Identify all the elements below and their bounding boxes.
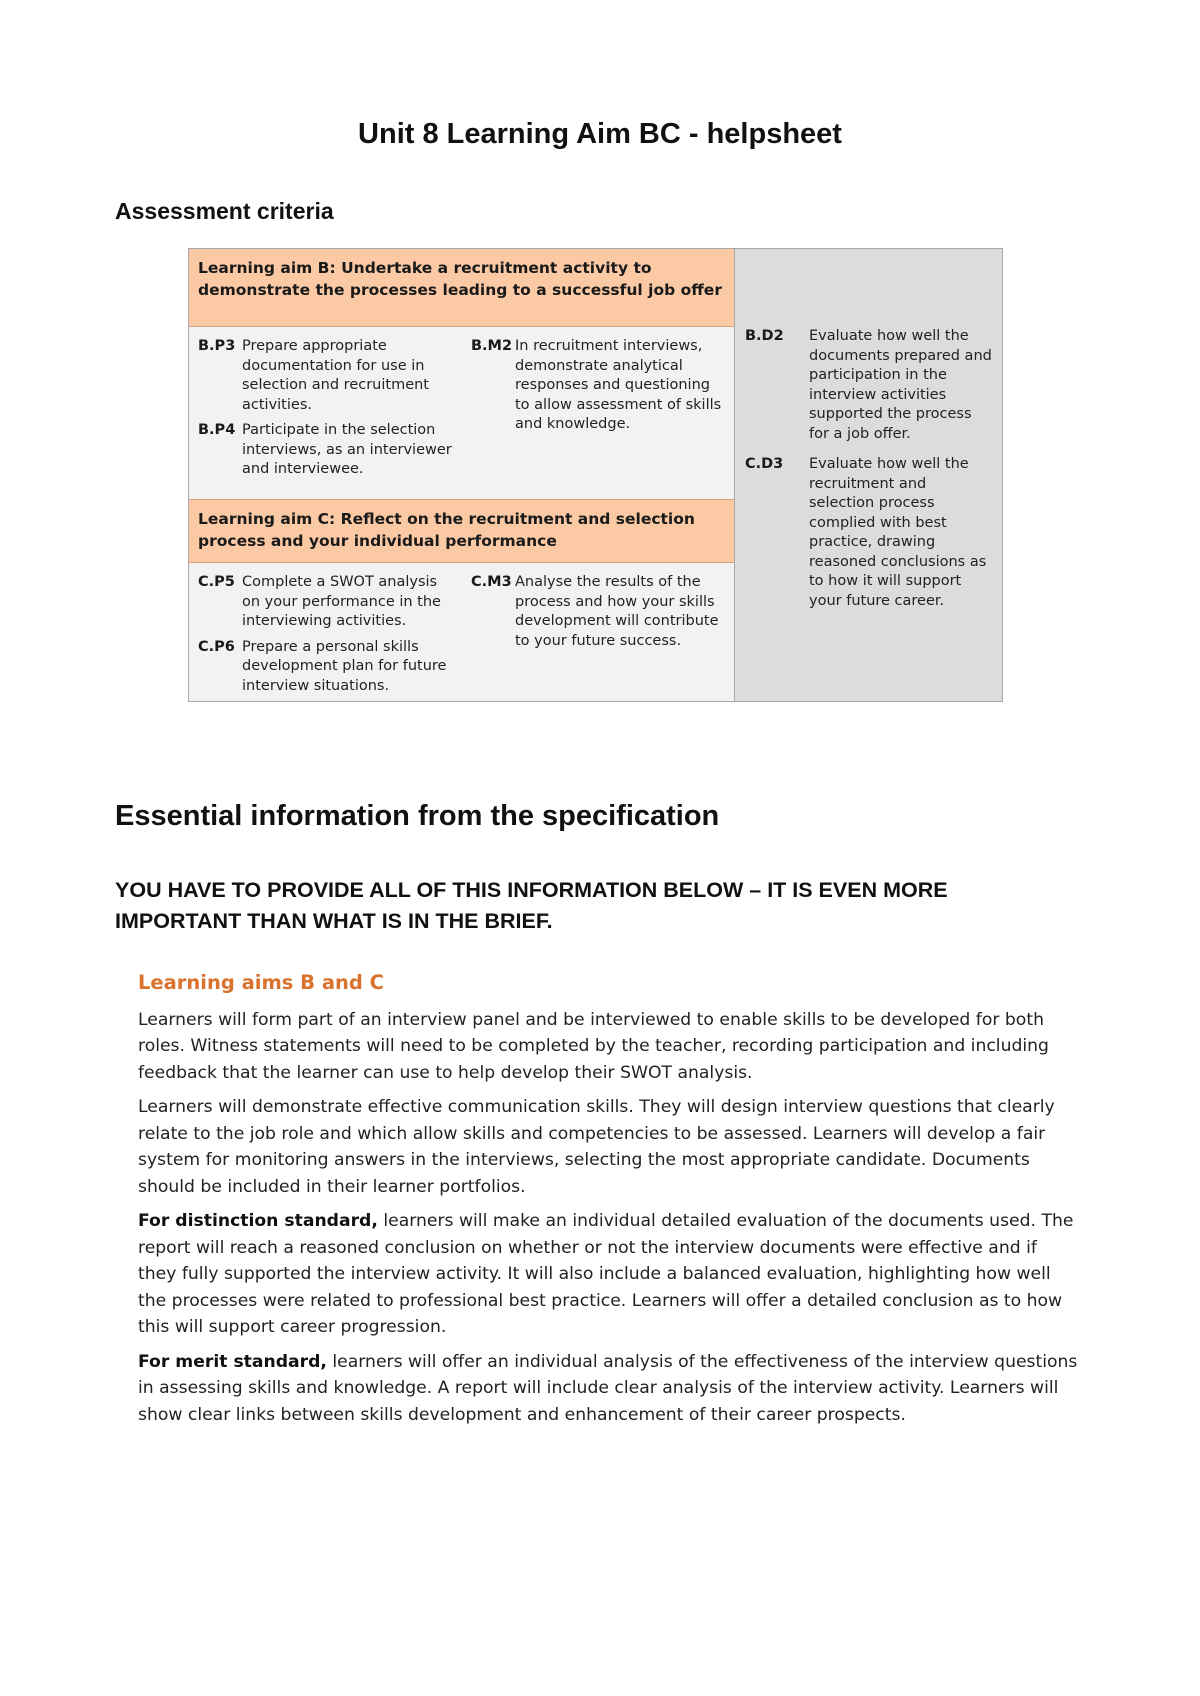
criterion-text: Evaluate how well the documents prepared and participation in the interview activities supported the process for a job offer.: [809, 328, 992, 442]
criterion-code: C.D3: [745, 456, 784, 472]
criterion-code: B.M2: [471, 338, 513, 354]
distinction-text: learners will make an individual detailed evaluation of the documents used. The report will reach a reasoned conclusion on whether or not the interview documents were effective and if they fully supported the interview activity. It will also include a balanced evaluation, highlighting how well the processes were related to professional best practice. Learners will offer a detailed conclusion as to how this will support career progression.: [138, 1211, 1074, 1337]
spec-heading: Learning aims B and C: [138, 971, 384, 994]
specification-extract: [138, 970, 1078, 1436]
criterion-bd2: [745, 327, 995, 444]
criterion-cd3: [745, 455, 995, 611]
criterion-bm2: [471, 337, 729, 435]
criteria-table: [188, 248, 1003, 702]
aim-b-criteria-row: [189, 327, 734, 499]
criterion-text: Prepare a personal skills development plan for future interview situations.: [242, 638, 447, 694]
important-notice: YOU HAVE TO PROVIDE ALL OF THIS INFORMATION BELOW – IT IS EVEN MORE IMPORTANT THAN WHAT IS IN THE BRIEF.: [115, 878, 948, 933]
criterion-cp6: [198, 638, 453, 697]
merit-text: learners will offer an individual analysis of the effectiveness of the interview questions in assessing skills and knowledge. A report will include clear analysis of the interview activity. Learners will show clear links between skills development and enhancement of their career prospects.: [138, 1351, 1078, 1425]
criterion-code: B.P3: [198, 338, 236, 354]
essential-information-heading: Essential information from the specification: [115, 800, 720, 832]
spec-paragraph: Learners will demonstrate effective communication skills. They will design interview questions that clearly relate to the job role and which allow skills and competencies to be assessed. Learners will develop a fair system for monitoring answers in the interviews, selecting the most appropriate candidate. Documents should be included in their learner portfolios.: [138, 1097, 1055, 1197]
criterion-text: Prepare appropriate documentation for use in selection and recruitment activities.: [242, 338, 429, 413]
criterion-text: Evaluate how well the recruitment and selection process complied with best practice, drawing reasoned conclusions as to how it will support your future career.: [809, 456, 987, 609]
criterion-text: Complete a SWOT analysis on your performance in the interviewing activities.: [242, 574, 441, 629]
learning-aim-c-heading: Learning aim C: Reflect on the recruitment and selection process and your individual performance: [189, 499, 734, 563]
page-title: Unit 8 Learning Aim BC - helpsheet: [358, 118, 842, 150]
merit-label: For merit standard,: [138, 1351, 327, 1372]
spec-paragraph-distinction: [138, 1208, 1078, 1341]
criterion-code: C.P6: [198, 638, 235, 655]
pass-column-c: [198, 573, 453, 702]
distinction-column: [734, 249, 1002, 701]
aim-c-criteria-row: [189, 563, 734, 701]
criterion-text: Analyse the results of the process and how your skills development will contribute to your future success.: [515, 574, 719, 649]
criterion-bp4: [198, 421, 453, 480]
merit-column-c: [471, 573, 729, 657]
criterion-code: B.D2: [745, 328, 784, 344]
criteria-left-section: [189, 249, 734, 701]
criterion-bp3: [198, 337, 453, 415]
criterion-code: B.P4: [198, 422, 236, 438]
distinction-label: For distinction standard,: [138, 1211, 378, 1231]
merit-column-b: [471, 337, 729, 441]
criterion-text: Participate in the selection interviews, as an interviewer and interviewee.: [242, 422, 452, 477]
pass-column-b: [198, 337, 453, 486]
spec-paragraph: Learners will form part of an interview panel and be interviewed to enable skills to be developed for both roles. Witness statements will need to be completed by the teacher, recording participation and including feedback that the learner can use to help develop their SWOT analysis.: [138, 1009, 1049, 1083]
criterion-text: In recruitment interviews, demonstrate analytical responses and questioning to allow assessment of skills and knowledge.: [515, 338, 722, 432]
criterion-cm3: [471, 573, 729, 651]
assessment-criteria-heading: Assessment criteria: [115, 198, 334, 224]
criterion-code: C.M3: [471, 574, 512, 590]
spec-paragraph-merit: [138, 1349, 1078, 1429]
distinction-criteria: [745, 327, 995, 622]
learning-aim-b-heading: Learning aim B: Undertake a recruitment activity to demonstrate the processes leading to a successful job offer: [189, 249, 734, 327]
criterion-code: C.P5: [198, 574, 235, 590]
criterion-cp5: [198, 573, 453, 632]
